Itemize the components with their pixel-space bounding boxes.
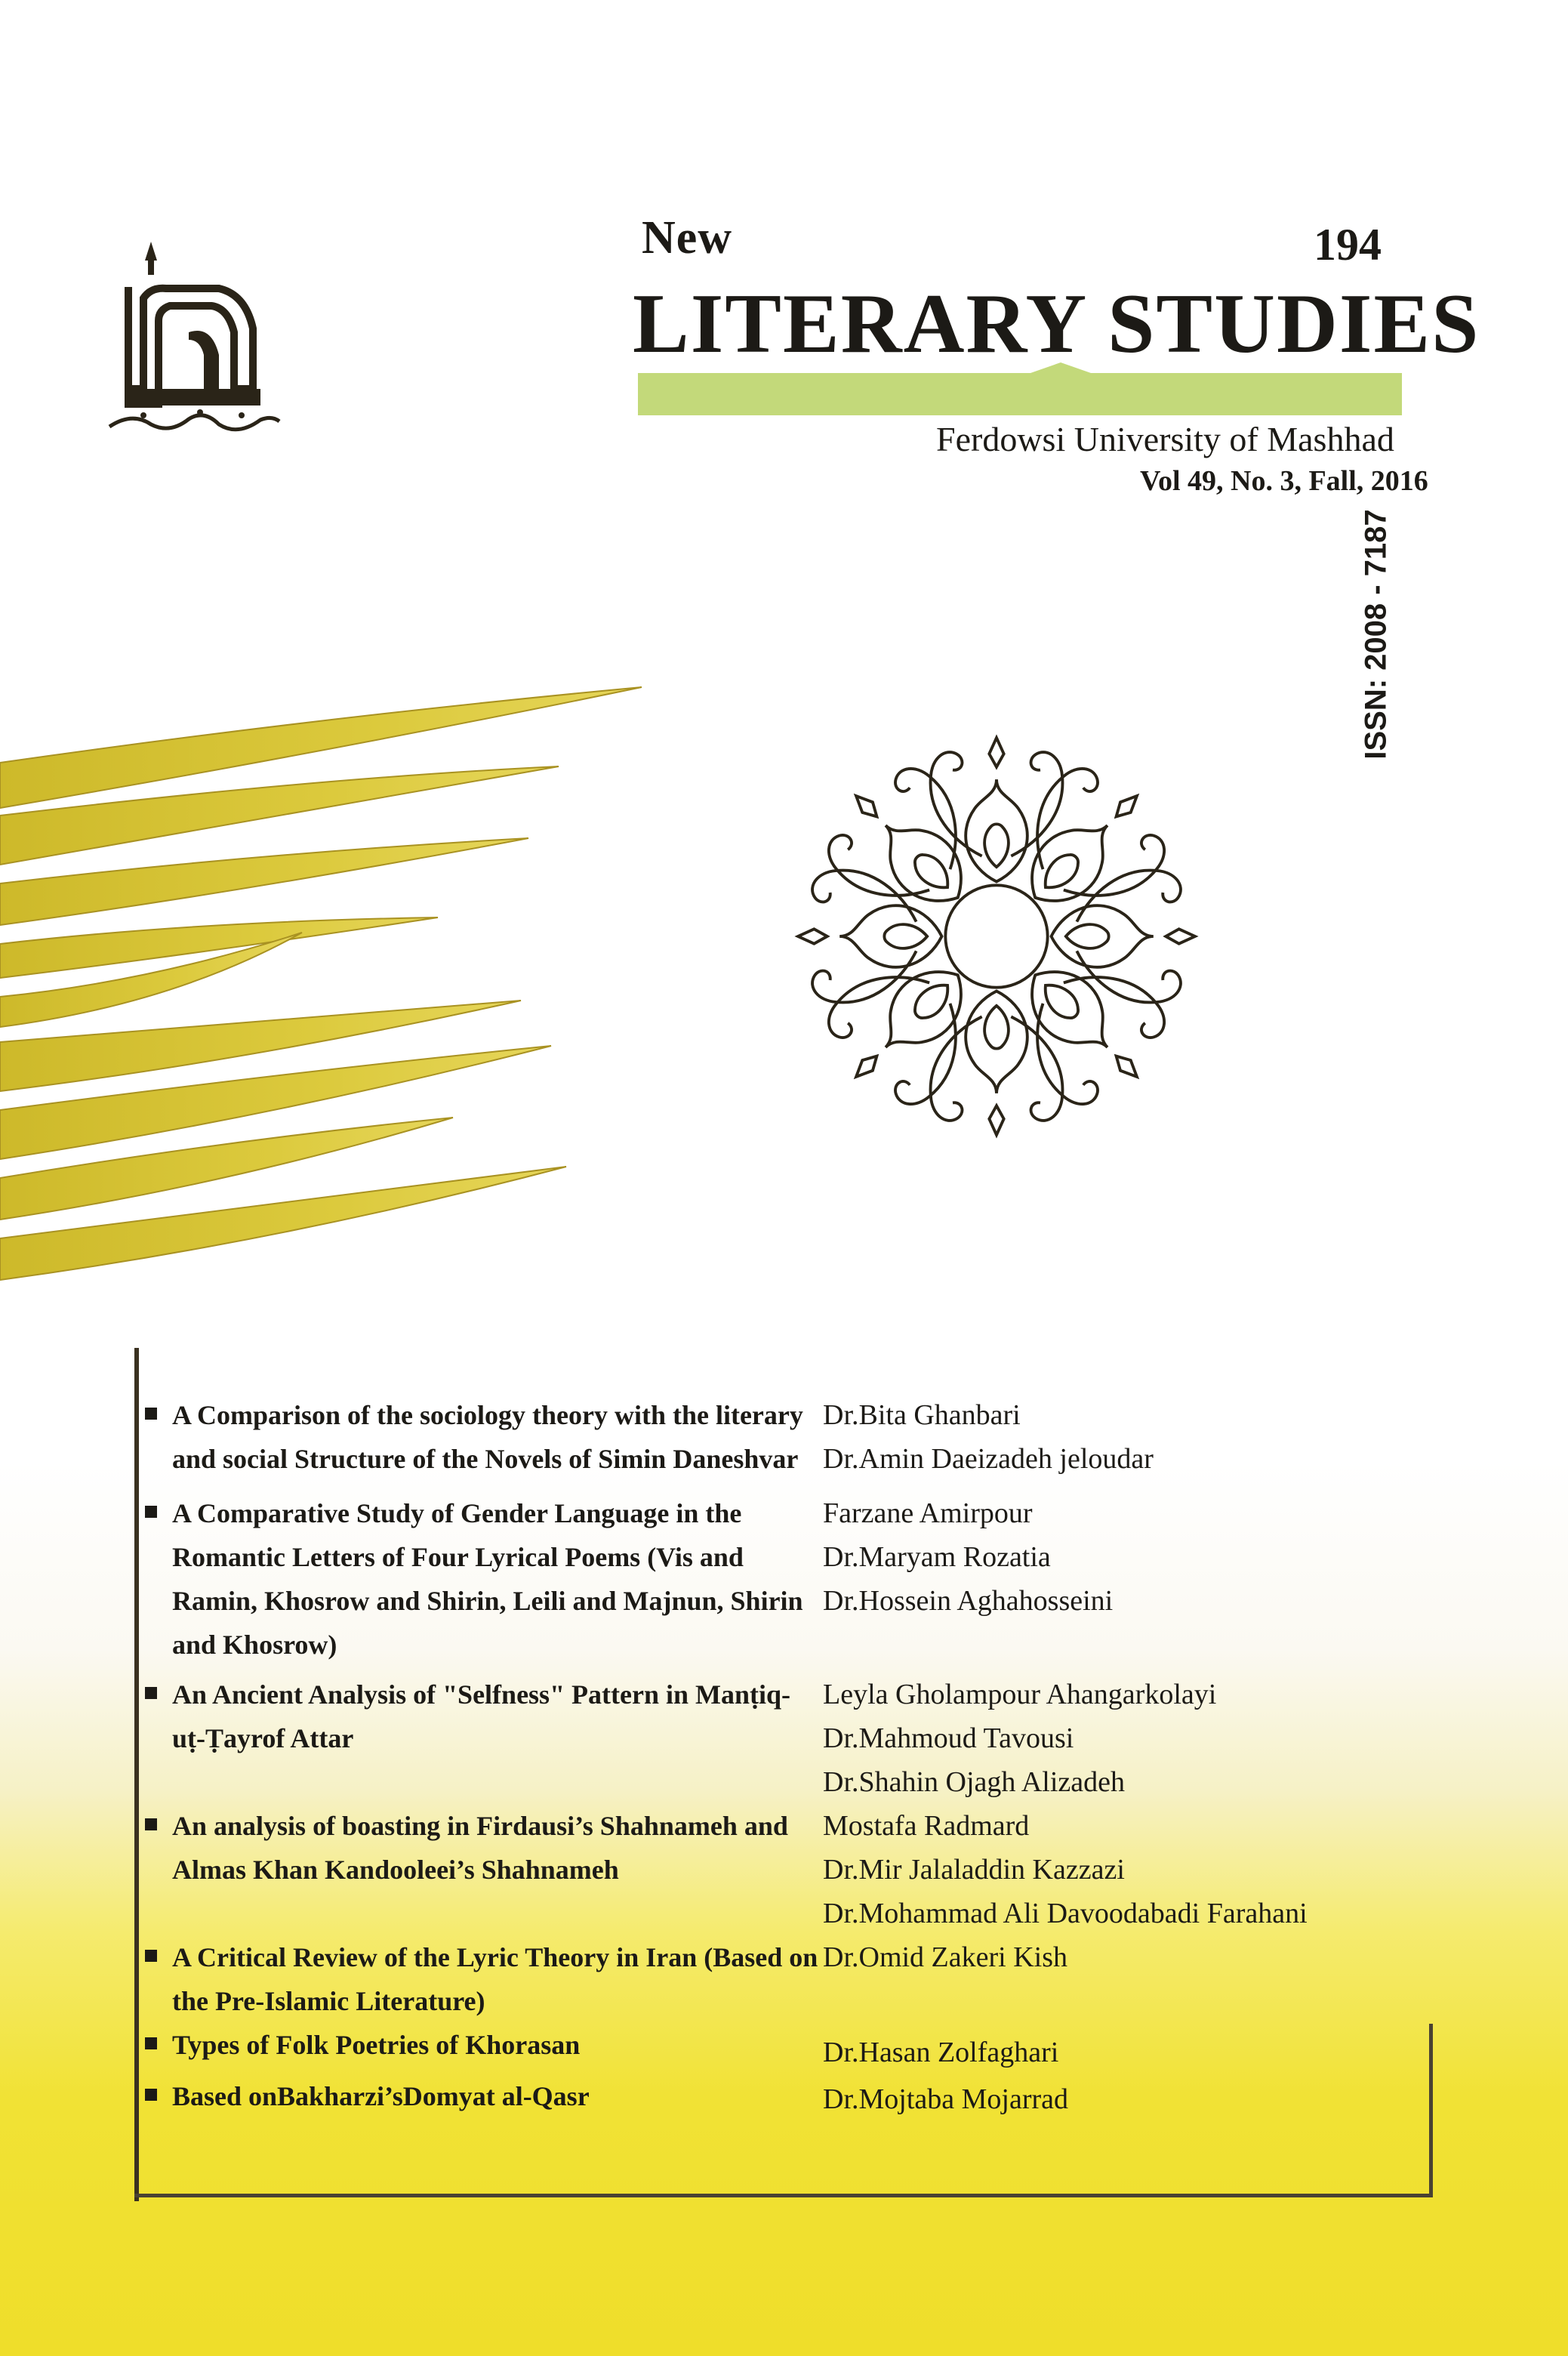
article-authors	[823, 1935, 1397, 1979]
author-name: Dr.Mohammad Ali Davoodabadi Farahani	[823, 1898, 1308, 1929]
bullet-square-icon	[145, 2037, 157, 2049]
article-authors	[823, 2074, 1397, 2121]
bullet-square-icon	[145, 1950, 157, 1962]
article-item	[143, 1935, 1412, 2023]
author-name: Farzane Amirpour	[823, 1497, 1033, 1529]
issn-text: ISSN: 2008 - 7187	[1359, 509, 1393, 760]
title-accent-band	[638, 362, 1402, 415]
arabesque-rosette-icon	[778, 717, 1215, 1155]
article-title: A Comparison of the sociology theory with the literary and social Structure of the Novels of Simin Daneshvar	[172, 1400, 803, 1474]
author-name: Dr.Mojtaba Mojarrad	[823, 2083, 1069, 2115]
bullet-square-icon	[145, 1408, 157, 1420]
bullet-square-icon	[145, 1687, 157, 1699]
article-item	[143, 1491, 1412, 1667]
volume-info: Vol 49, No. 3, Fall, 2016	[1140, 465, 1428, 497]
article-authors	[823, 2023, 1397, 2074]
issue-number: 194	[1314, 220, 1382, 270]
author-name: Dr.Bita Ghanbari	[823, 1399, 1021, 1431]
article-authors	[823, 1673, 1397, 1804]
article-title: A Critical Review of the Lyric Theory in Iran (Based on the Pre-Islamic Literature)	[172, 1942, 818, 2016]
journal-new-label: New	[642, 212, 733, 264]
article-title: An analysis of boasting in Firdausi’s Shahnameh and Almas Khan Kandooleei’s Shahnameh	[172, 1811, 788, 1885]
author-name: Leyla Gholampour Ahangarkolayi	[823, 1679, 1217, 1710]
bullet-square-icon	[145, 1818, 157, 1830]
author-name: Dr.Amin Daeizadeh jeloudar	[823, 1443, 1154, 1475]
article-title: Based onBakharzi’sDomyat al-Qasr	[172, 2081, 590, 2111]
journal-title: LITERARY STUDIES	[633, 277, 1480, 371]
article-title: A Comparative Study of Gender Language in the Romantic Letters of Four Lyrical Poems (Vis and Ramin, Khosrow and Shirin, Leili and Majnun, Shirin and Khosrow)	[172, 1498, 803, 1660]
wing-decoration	[0, 665, 649, 1284]
author-name: Dr.Omid Zakeri Kish	[823, 1941, 1068, 1973]
content-frame-bottom	[134, 2194, 1433, 2197]
article-item	[143, 1673, 1412, 1804]
article-title: An Ancient Analysis of "Selfness" Pattern in Manṭiq-uṭ-Ṭayrof Attar	[172, 1679, 791, 1753]
article-authors	[823, 1491, 1397, 1623]
article-authors	[823, 1804, 1397, 1935]
article-title: Types of Folk Poetries of Khorasan	[172, 2030, 581, 2060]
author-name: Dr.Hossein Aghahosseini	[823, 1585, 1114, 1617]
article-list	[143, 1393, 1412, 2121]
article-authors	[823, 1393, 1397, 1481]
issn-label	[1355, 509, 1397, 760]
author-name: Mostafa Radmard	[823, 1810, 1030, 1842]
article-item	[143, 2023, 1412, 2074]
article-item	[143, 1804, 1412, 1935]
university-name: Ferdowsi University of Mashhad	[936, 420, 1394, 458]
author-name: Dr.Mir Jalaladdin Kazzazi	[823, 1854, 1125, 1886]
author-name: Dr.Maryam Rozatia	[823, 1541, 1051, 1573]
article-item	[143, 1393, 1412, 1481]
content-frame-left	[134, 1348, 139, 2201]
content-frame-right	[1429, 2024, 1433, 2197]
bullet-square-icon	[145, 2089, 157, 2101]
university-logo-icon	[98, 227, 287, 446]
bullet-square-icon	[145, 1506, 157, 1518]
author-name: Dr.Shahin Ojagh Alizadeh	[823, 1766, 1125, 1798]
author-name: Dr.Hasan Zolfaghari	[823, 2037, 1059, 2068]
article-item	[143, 2074, 1412, 2121]
author-name: Dr.Mahmoud Tavousi	[823, 1722, 1074, 1754]
